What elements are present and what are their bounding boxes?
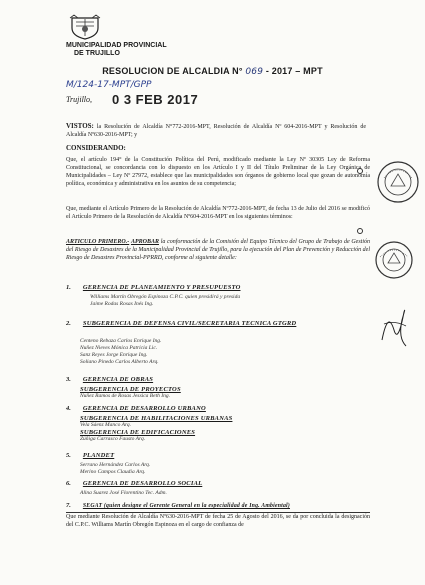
section-number: 3. [66,376,71,383]
articulo-verb: APROBAR [130,239,159,245]
vistos-paragraph [66,122,366,139]
member-name: Zúñiga Carrasco Fausto Arq. [80,436,146,442]
section-3 [66,368,181,400]
org-line-2: DE TRUJILLO [74,50,120,57]
section-title: GERENCIA DE DESARROLLO SOCIAL [82,480,203,487]
considerando-para-1: Que, el artículo 194° de la Constitución Política del Perú, modificado mediante la Ley Nº 30305 Ley de Reforma Constitucional, se concordancia con lo dispuesto en los Artículo I y II del Título Preliminar de la Ley Orgánica de Municipalidades – Ley Nº 27972, establece que las municipalidades son órganos de gobierno local que gozan de autonomía política, económica y administrativa en los asuntos de su competencia; [66,157,370,187]
official-seal-2 [374,240,414,280]
vistos-label: VISTOS: [66,122,94,130]
member-name: Serrano Hernández Carlos Arq. [80,462,151,468]
member-name: Williams Martín Obregón Espinoza C.P.C. quien presidirá y presida [90,294,241,300]
considerando-label: CONSIDERANDO: [66,144,126,152]
divider [66,512,370,513]
handwritten-signature [378,300,410,350]
vistos-text: la Resolución de Alcaldía N°772-2016-MPT, Resolución de Alcaldía Nº 604-2016-MPT y Resolución de Alcaldía Nº630-2016-MPT; y [66,124,366,138]
articulo-primero [66,238,370,262]
resolution-title-label: RESOLUCION DE ALCALDIA N° [102,66,243,76]
resolution-number: 069 [245,67,264,77]
member-name: Nuñez Ramos de Rosas Jessica Beth Ing. [80,393,170,399]
margin-mark [357,228,363,234]
member-name: Sanz Reyes Jorge Enrique Ing. [80,352,148,358]
section-title: SEGAT (quien designe el Gerente General en la especialidad de Ing. Ambiental) [82,503,290,509]
city-label: Trujillo, [66,95,93,104]
articulo-text: la conformación de la Comisión del Equipo Técnico del Grupo de Trabajo de Gestión del Riesgo de Desastres de la Municipalidad Provincial de Trujillo, para la ejecución del Plan de Prevención y Reducción del Riesgo de Desastres Provincial-PPRRD, conforme al siguiente detalle: [66,239,370,261]
section-subtitle: SUBGERENCIA DE PROYECTOS [80,386,181,393]
handwritten-reference: M/124-17-MPT/GPP [66,80,152,90]
articulo-label: ARTICULO PRIMERO.- [66,239,130,245]
section-number: 2. [66,320,71,327]
considerando-para-2: Que, mediante el Artículo Primero de la Resolución de Alcaldía Nº772-2016-MPT, de fecha 13 de Julio del 2016 se modificó el Artículo Primero de la Resolución de Alcaldía Nº604-2016-MPT en los siguientes términos: [66,206,370,220]
section-number: 4. [66,405,71,412]
member-name: Nuñez Nieves Mónica Patricia Lic. [80,345,158,351]
municipality-name [66,42,167,58]
section-subtitle: SUBGERENCIA DE HABILITACIONES URBANAS [80,415,233,422]
municipal-crest-logo [68,14,102,40]
official-seal-1 [376,160,420,204]
section-number: 6. [66,480,71,487]
member-name: Merino Campos Claudia Arq. [80,469,146,475]
section-7 [66,494,366,512]
section-title: GERENCIA DE DESARROLLO URBANO [82,405,206,412]
resolution-title [0,66,425,77]
section-number: 7. [66,502,71,509]
section-title: PLANDET [82,452,115,459]
section-number: 1. [66,284,71,291]
date-stamp: 0 3 FEB 2017 [112,92,199,107]
section-1 [66,276,241,308]
section-title: GERENCIA DE PLANEAMIENTO Y PRESUPUESTO [82,284,241,291]
footer-paragraph: Que mediante Resolución de Alcaldía Nº630-2016-MPT de fecha 25 de Agosto del 2016, se da por concluida la designación del C.P.C. Williams Martín Obregón Espinoza en el cargo de confianza de [66,514,370,528]
member-name: Centeno Rebaza Carlos Enrique Ing. [80,338,162,344]
section-title: GERENCIA DE OBRAS [82,376,154,383]
margin-mark [357,168,363,174]
member-name: Alina Suarez José Florentino Tec. Adm. [80,490,167,496]
section-2 [66,312,296,366]
member-name: Jaime Rodas Rosas Inés Ing. [90,301,154,307]
member-name: Vela Sáenz Manco Arq. [80,422,132,428]
org-line-1: MUNICIPALIDAD PROVINCIAL [66,42,167,49]
section-subtitle: SUBGERENCIA DE EDIFICACIONES [80,429,196,436]
member-name: Soliano Pinedo Carlos Alberto Arq. [80,359,159,365]
section-number: 5. [66,452,71,459]
resolution-suffix: - 2017 – MPT [265,66,323,76]
section-title: SUBGERENCIA DE DEFENSA CIVIL/SECRETARIA TECNICA GTGRD [82,320,297,327]
section-4 [66,397,232,443]
